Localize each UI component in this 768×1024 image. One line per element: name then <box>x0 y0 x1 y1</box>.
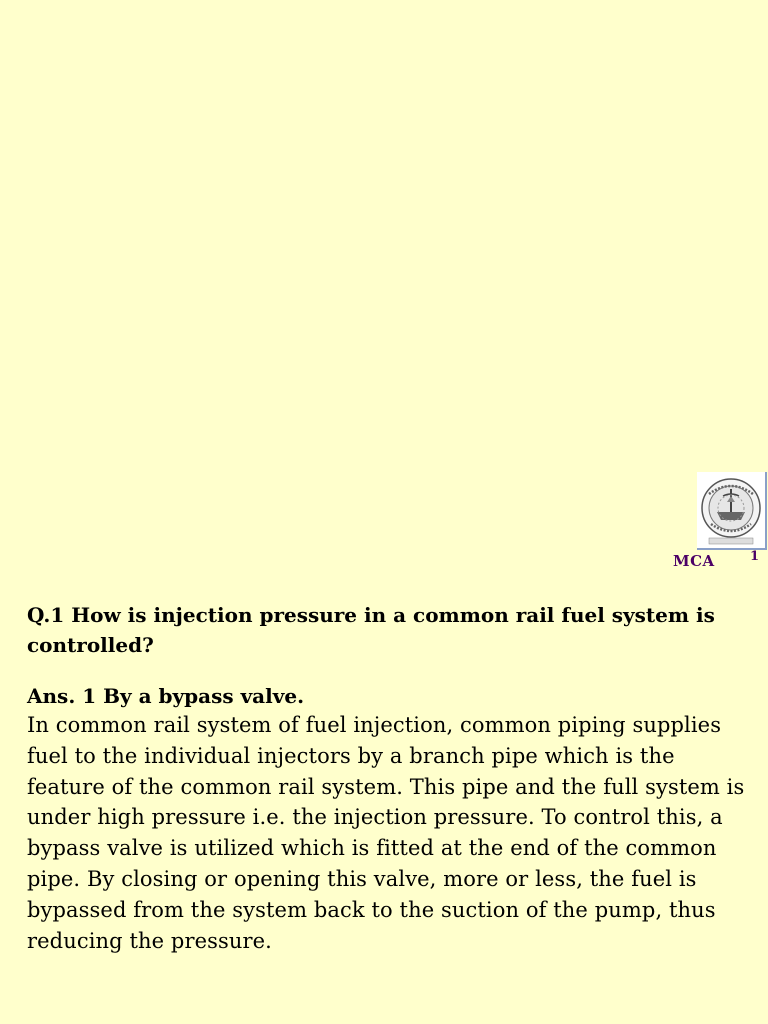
qa-content <box>27 600 747 956</box>
org-label: MCA <box>673 552 715 570</box>
answer-title: Ans. 1 By a bypass valve. <box>27 684 305 708</box>
answer-body: In common rail system of fuel injection, common piping supplies fuel to the individual injectors by a branch pipe which is the feature of the common rail system. This pipe and the full system is under high pressure i.e. the injection pressure. To control this, a bypass valve is utilized which is fitted at the end of the common pipe. By closing or opening this valve, more or less, the fuel is bypassed from the system back to the suction of the pump, thus reducing the pressure. <box>27 713 745 953</box>
institute-emblem-seal-icon <box>697 472 767 550</box>
page-number: 1 <box>750 549 760 564</box>
question-text: Q.1 How is injection pressure in a common rail fuel system is controlled? <box>27 603 715 657</box>
